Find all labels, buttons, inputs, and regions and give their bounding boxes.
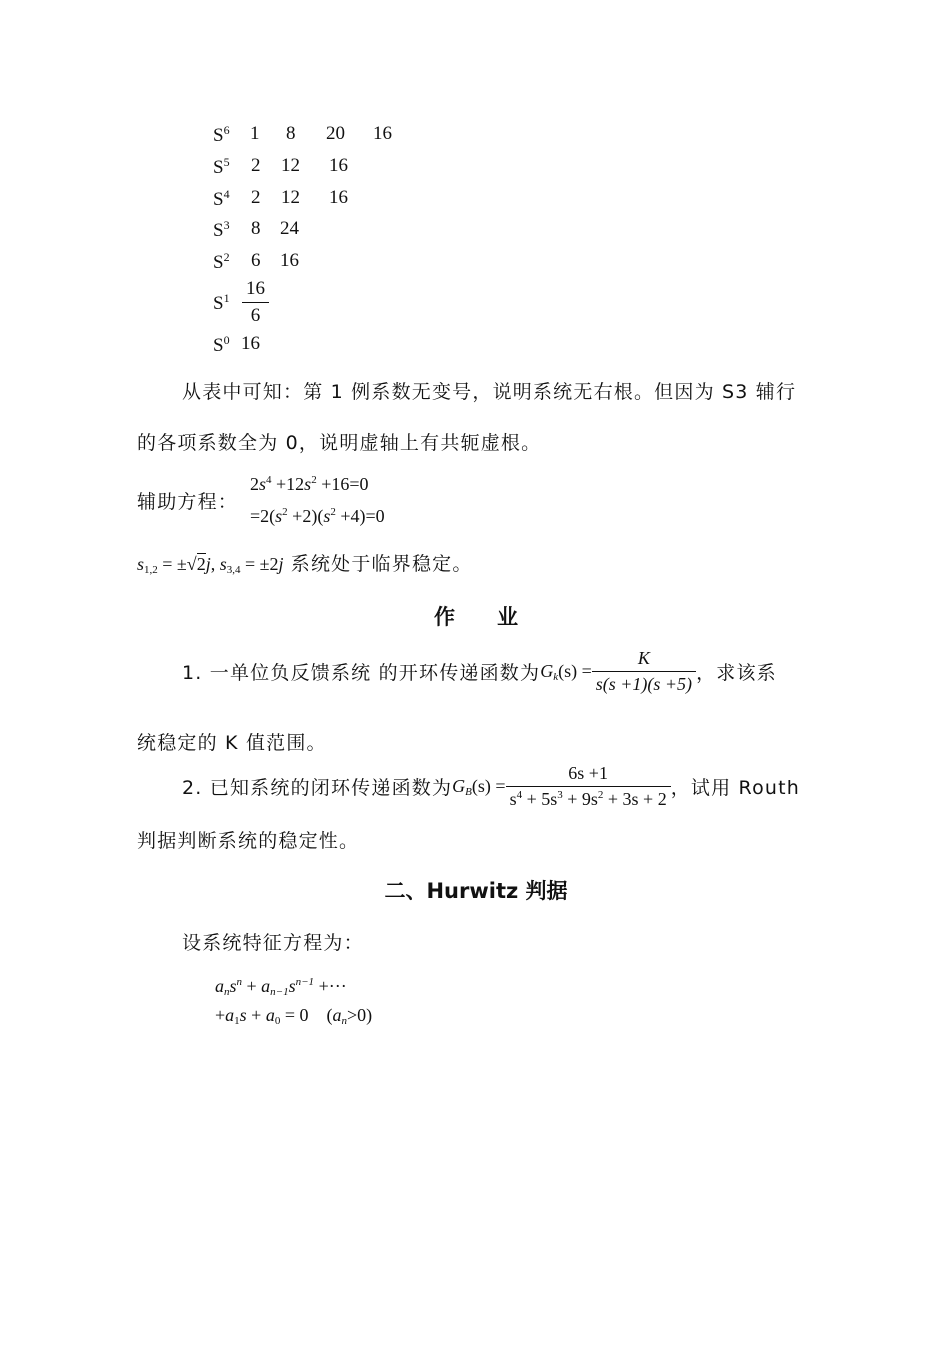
question-2: 2. 已知系统的闭环传递函数为$G_B(s)$ = $\frac{6s +1}{s^4 + 5s^3 + 9s^2 + 3s + 2}$ ，试用 Routh	[182, 763, 801, 809]
table-cell: 8	[286, 123, 296, 144]
fraction-numerator: 16	[242, 278, 269, 303]
conclusion-line-2: 的各项系数全为 0，说明虚轴上有共轭虚根。	[137, 432, 542, 454]
table-cell: 12	[281, 155, 300, 176]
row-power: 0	[223, 333, 230, 347]
row-label: S	[213, 293, 224, 314]
table-cell: 16	[373, 123, 392, 144]
table-cell: 12	[281, 187, 300, 208]
hurwitz-title: 二、Hurwitz 判据	[384, 879, 568, 903]
transfer-function-fraction: $\frac{K}{s(s +1)(s +5)}$	[592, 648, 696, 695]
table-cell: 16	[280, 250, 299, 271]
aux-equation-label: 辅助方程：	[137, 491, 239, 513]
table-cell: 1	[250, 123, 260, 144]
sqrt-sign: √	[186, 554, 197, 574]
row-power: 1	[223, 291, 230, 305]
row-label: S	[213, 125, 224, 146]
row-power: 3	[223, 218, 230, 232]
table-cell: 24	[280, 218, 299, 239]
row-label: S	[213, 189, 224, 210]
row-label: S	[213, 220, 224, 241]
row-power: 2	[223, 250, 230, 264]
question-1-line-2: 统稳定的 K 值范围。	[137, 732, 327, 754]
table-cell: 20	[326, 123, 345, 144]
hurwitz-intro: 设系统特征方程为：	[182, 932, 364, 954]
aux-equation-line-1: $2s^4 +12s^2 +16=0$	[250, 474, 369, 494]
routh-row-s6	[0, 123, 952, 147]
table-cell: 16	[329, 187, 348, 208]
row-label: S	[213, 252, 224, 273]
fraction	[242, 278, 269, 327]
roots-line: $s_{1,2} = \pm√2j$, $s_{3,4} = \pm 2j$ 系统处于临界稳定。	[137, 553, 473, 576]
characteristic-eq-line-2: $+a_1s + a_0 = 0$ $(a_n>0)$	[215, 1005, 373, 1027]
table-cell: 8	[251, 218, 261, 239]
row-label: S	[213, 157, 224, 178]
row-power: 6	[223, 123, 230, 137]
routh-row-s4	[0, 187, 952, 211]
table-cell: 6	[251, 250, 261, 271]
question-1: 1. 一单位负反馈系统 的开环传递函数为$G_k(s)$ = $\frac{K}{s(s +1)(s +5)}$ ，求该系	[182, 648, 777, 694]
row-power: 4	[223, 187, 230, 201]
routh-row-s0	[0, 333, 952, 357]
routh-row-s2	[0, 250, 952, 274]
table-cell: 16	[241, 333, 260, 354]
homework-title: 作 业	[434, 605, 518, 629]
table-cell: 2	[251, 187, 261, 208]
question-2-line-2: 判据判断系统的稳定性。	[137, 830, 360, 852]
row-label: S	[213, 335, 224, 356]
conclusion-line-1: 从表中可知：第 1 例系数无变号，说明系统无右根。但因为 S3 辅行	[182, 381, 797, 403]
row-power: 5	[223, 155, 230, 169]
transfer-function-fraction: $\frac{6s +1}{s^4 + 5s^3 + 9s^2 + 3s + 2}$	[506, 763, 671, 810]
routh-row-s5	[0, 155, 952, 179]
routh-row-s3	[0, 218, 952, 242]
characteristic-eq-line-1: $a_ns^n + a_{n-1}s^{n-1}$ +···	[215, 976, 347, 998]
fraction-denominator: 6	[250, 305, 261, 326]
routh-row-s1	[0, 278, 952, 328]
table-cell: 16	[329, 155, 348, 176]
table-cell: 2	[251, 155, 261, 176]
aux-equation-line-2: $=2(s^2 +2)(s^2 +4)=0$	[250, 506, 385, 526]
